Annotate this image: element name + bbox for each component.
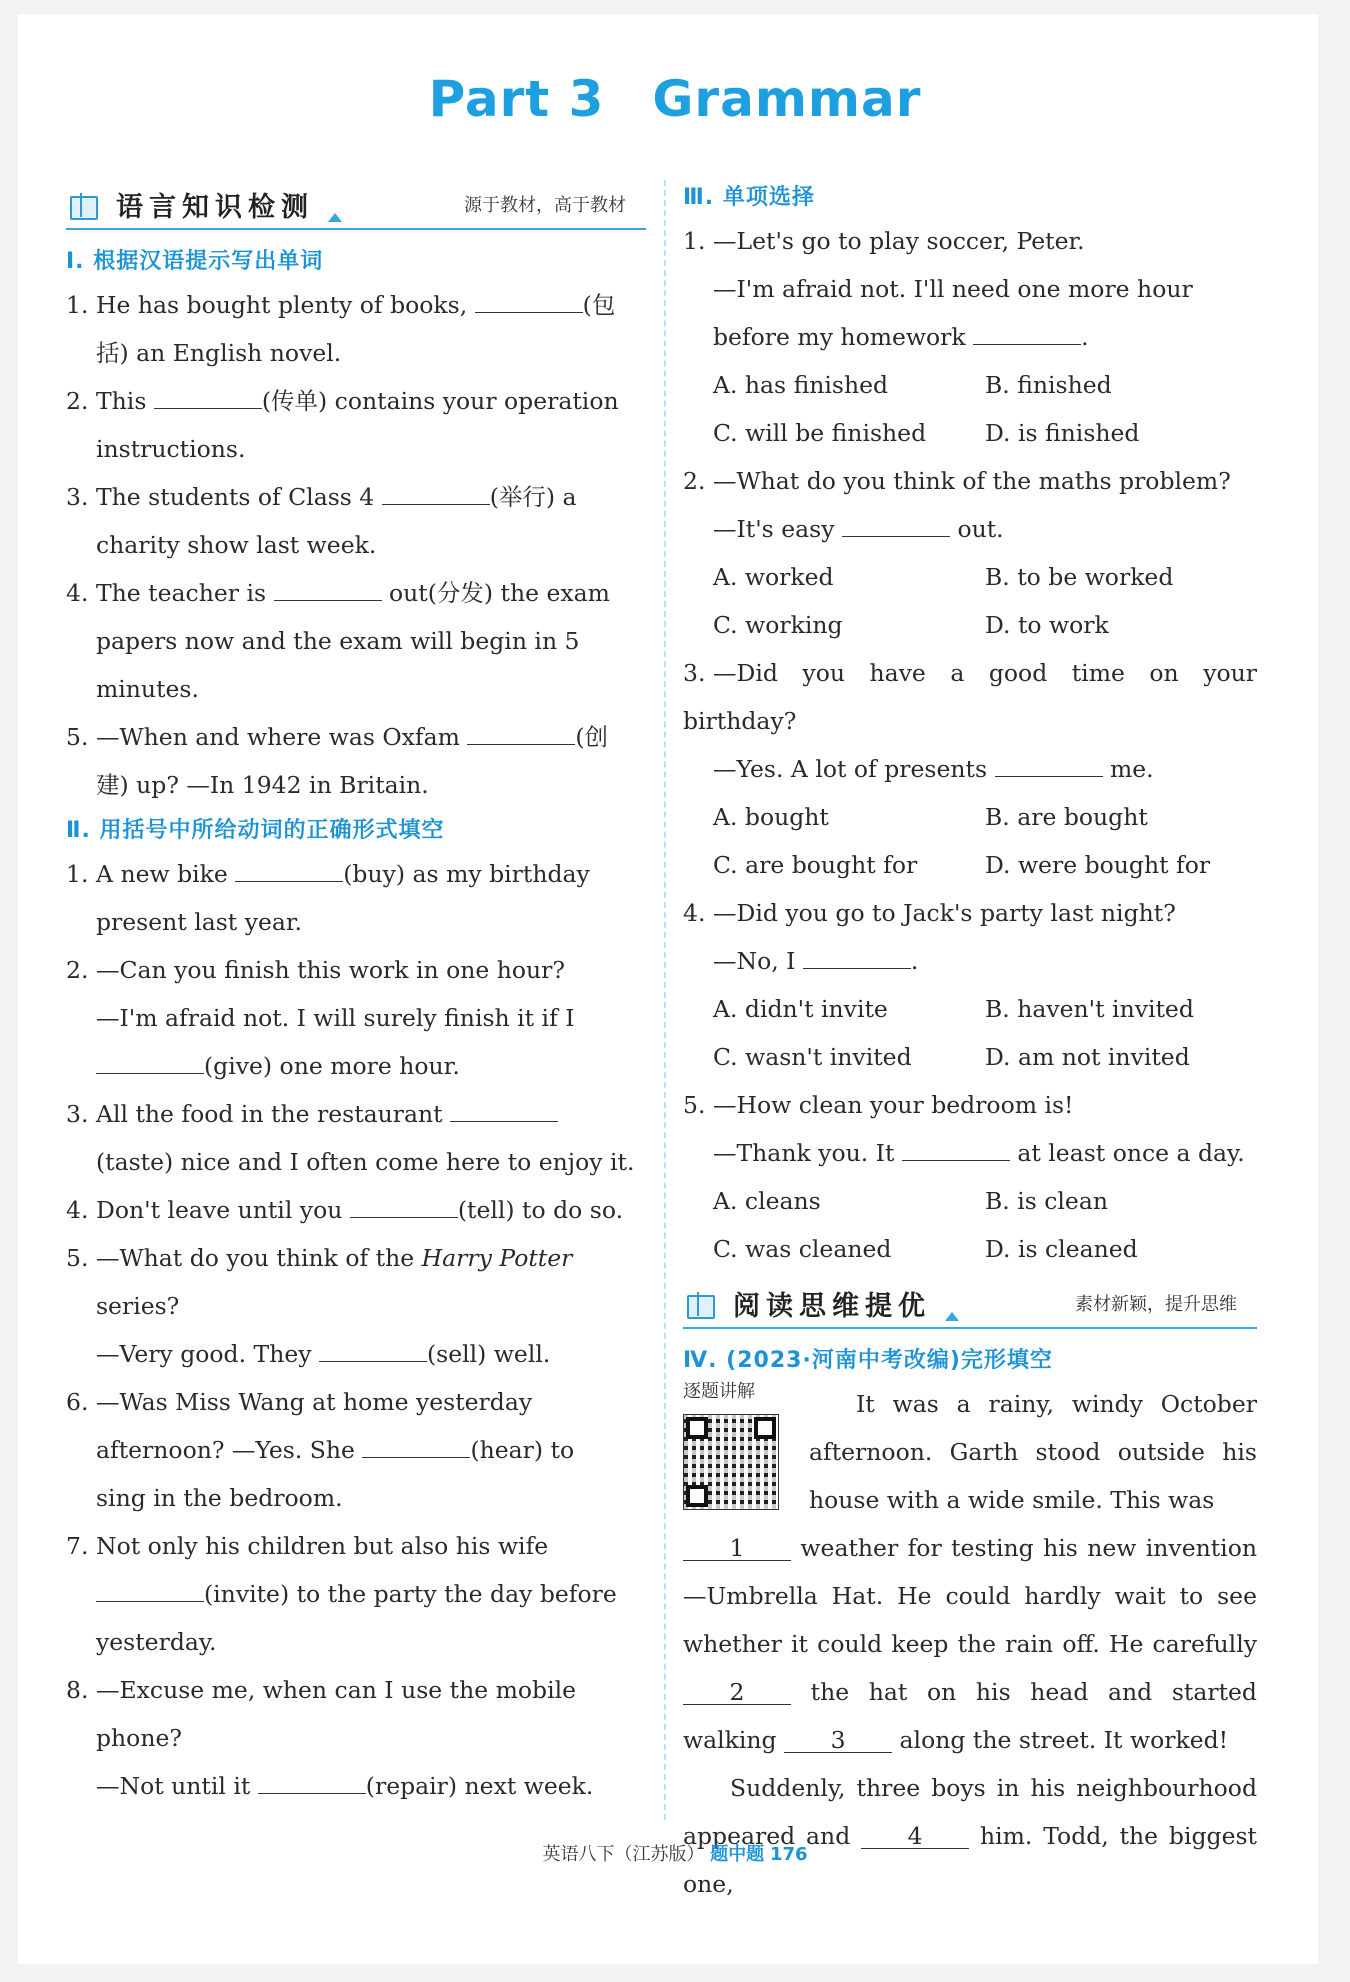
- option[interactable]: D. am not invited: [985, 1043, 1190, 1071]
- option[interactable]: B. are bought: [985, 803, 1148, 831]
- question-3-2: 2. —What do you think of the maths problem? —It's easy out.: [683, 467, 1231, 543]
- option[interactable]: B. finished: [985, 371, 1112, 399]
- options-3-3: [683, 793, 1257, 841]
- part-number: Part 3: [428, 70, 605, 128]
- options-3-5: [683, 1177, 1257, 1225]
- book-name: 英语八下（江苏版）: [542, 1844, 705, 1865]
- qr-block: [683, 1380, 791, 1524]
- page-footer: [0, 1840, 1350, 1866]
- answer-blank[interactable]: [350, 1193, 458, 1218]
- answer-blank[interactable]: [803, 944, 911, 969]
- option[interactable]: D. were bought for: [985, 851, 1211, 879]
- option[interactable]: D. to work: [985, 611, 1109, 639]
- section-header-knowledge: [66, 180, 646, 230]
- answer-blank[interactable]: [362, 1433, 470, 1458]
- passage-intro: [683, 1380, 1257, 1524]
- options-3-2: [683, 553, 1257, 601]
- question-1-4: 4. The teacher is out(分发) the exam papers now and the exam will begin in 5 minutes.: [66, 569, 646, 713]
- answer-blank[interactable]: [154, 384, 262, 409]
- question-3-1: 1. —Let's go to play soccer, Peter. —I'm afraid not. I'll need one more hour before my homework .: [683, 227, 1193, 351]
- answer-blank[interactable]: [995, 752, 1103, 777]
- question-2-3: 3. All the food in the restaurant (taste) nice and I often come here to enjoy it.: [66, 1090, 646, 1186]
- passage-p2: 1 weather for testing his new invention—Umbrella Hat. He could hardly wait to see whether it could keep the rain off. He carefully 2 the hat on his head and started walking 3 along the street. It worked!: [683, 1534, 1257, 1754]
- question-3-4: 4. —Did you go to Jack's party last night? —No, I .: [683, 899, 1176, 975]
- option[interactable]: A. worked: [713, 563, 834, 591]
- passage-p3: Suddenly, three boys in his neighbourhood appeared and 4 him. Todd, the biggest one,: [683, 1774, 1257, 1898]
- question-2-5: 5. —What do you think of the Harry Potter series? —Very good. They (sell) well.: [66, 1244, 573, 1368]
- header-subtitle: 素材新颖，提升思维: [1075, 1294, 1237, 1315]
- option[interactable]: C. working: [713, 611, 843, 639]
- column-divider: [664, 180, 666, 1820]
- header-title: 语言知识检测: [116, 191, 314, 223]
- options-3-1: [683, 361, 1257, 409]
- question-3-3: 3. —Did you have a good time on your birthday? —Yes. A lot of presents me.: [683, 659, 1257, 783]
- option[interactable]: A. cleans: [713, 1187, 821, 1215]
- book-icon: [68, 190, 102, 218]
- option[interactable]: C. will be finished: [713, 419, 927, 447]
- cloze-blank-1[interactable]: 1: [683, 1536, 791, 1561]
- options-3-4: [683, 985, 1257, 1033]
- right-column: [683, 180, 1257, 1908]
- question-3-5: 5. —How clean your bedroom is! —Thank you. It at least once a day.: [683, 1091, 1245, 1167]
- question-1-1: 1. He has bought plenty of books, (包 括) an English novel.: [66, 281, 646, 377]
- option[interactable]: C. was cleaned: [713, 1235, 892, 1263]
- answer-blank[interactable]: [382, 480, 490, 505]
- cloze-blank-4[interactable]: 4: [861, 1824, 969, 1849]
- option[interactable]: C. wasn't invited: [713, 1043, 912, 1071]
- option[interactable]: A. has finished: [713, 371, 889, 399]
- option[interactable]: B. to be worked: [985, 563, 1174, 591]
- section-header-reading: [683, 1279, 1257, 1329]
- option[interactable]: B. is clean: [985, 1187, 1108, 1215]
- page-number: 176: [769, 1844, 808, 1865]
- question-1-2: 2. This (传单) contains your operation instructions.: [66, 377, 646, 473]
- answer-blank[interactable]: [842, 512, 950, 537]
- brand-name: 题中题: [710, 1844, 765, 1865]
- question-2-6: 6. —Was Miss Wang at home yesterday afternoon? —Yes. She (hear) to sing in the bedroom.: [66, 1388, 575, 1512]
- question-2-2: 2. —Can you finish this work in one hour? —I'm afraid not. I will surely finish it if I (give) one more hour.: [66, 956, 575, 1080]
- triangle-icon: [945, 1312, 959, 1321]
- cloze-blank-2[interactable]: 2: [683, 1680, 791, 1705]
- part-name: Grammar: [652, 70, 922, 128]
- answer-blank[interactable]: [467, 720, 575, 745]
- answer-blank[interactable]: [96, 1049, 204, 1074]
- option[interactable]: C. are bought for: [713, 851, 918, 879]
- left-column: [66, 180, 646, 1810]
- page-title: [0, 70, 1350, 128]
- option[interactable]: B. haven't invited: [985, 995, 1194, 1023]
- answer-blank[interactable]: [319, 1337, 427, 1362]
- answer-blank[interactable]: [450, 1097, 558, 1122]
- section-title-4: Ⅳ. (2023·河南中考改编)完形填空: [683, 1348, 1053, 1373]
- question-1-3: 3. The students of Class 4 (举行) a charity show last week.: [66, 473, 646, 569]
- cloze-blank-3[interactable]: 3: [784, 1728, 892, 1753]
- option[interactable]: A. didn't invite: [713, 995, 888, 1023]
- qr-code-icon[interactable]: [683, 1414, 779, 1510]
- answer-blank[interactable]: [96, 1577, 204, 1602]
- answer-blank[interactable]: [475, 288, 583, 313]
- option[interactable]: D. is cleaned: [985, 1235, 1138, 1263]
- question-2-1: 1. A new bike (buy) as my birthday present last year.: [66, 850, 646, 946]
- option[interactable]: D. is finished: [985, 419, 1140, 447]
- header-title: 阅读思维提优: [733, 1290, 931, 1322]
- triangle-icon: [328, 213, 342, 222]
- option[interactable]: A. bought: [713, 803, 829, 831]
- header-subtitle: 源于教材，高于教材: [464, 195, 626, 216]
- question-2-4: 4. Don't leave until you (tell) to do so.: [66, 1186, 646, 1234]
- question-2-8: 8. —Excuse me, when can I use the mobile phone? —Not until it (repair) next week.: [66, 1676, 594, 1800]
- answer-blank[interactable]: [274, 576, 382, 601]
- answer-blank[interactable]: [235, 857, 343, 882]
- book-icon: [685, 1289, 719, 1317]
- answer-blank[interactable]: [902, 1136, 1010, 1161]
- question-1-5: 5. —When and where was Oxfam (创 建) up? —In 1942 in Britain.: [66, 713, 646, 809]
- answer-blank[interactable]: [258, 1769, 366, 1794]
- section-title-1: Ⅰ. 根据汉语提示写出单词: [66, 249, 324, 274]
- question-2-7: 7. Not only his children but also his wife (invite) to the party the day before yesterday.: [66, 1532, 617, 1656]
- section-title-3: Ⅲ. 单项选择: [683, 185, 815, 210]
- passage-p1: It was a rainy, windy October afternoon. Garth stood outside his house with a wide smile. This was: [809, 1390, 1257, 1514]
- section-title-2: Ⅱ. 用括号中所给动词的正确形式填空: [66, 818, 445, 843]
- answer-blank[interactable]: [973, 320, 1081, 345]
- qr-caption: 逐题讲解: [683, 1381, 755, 1402]
